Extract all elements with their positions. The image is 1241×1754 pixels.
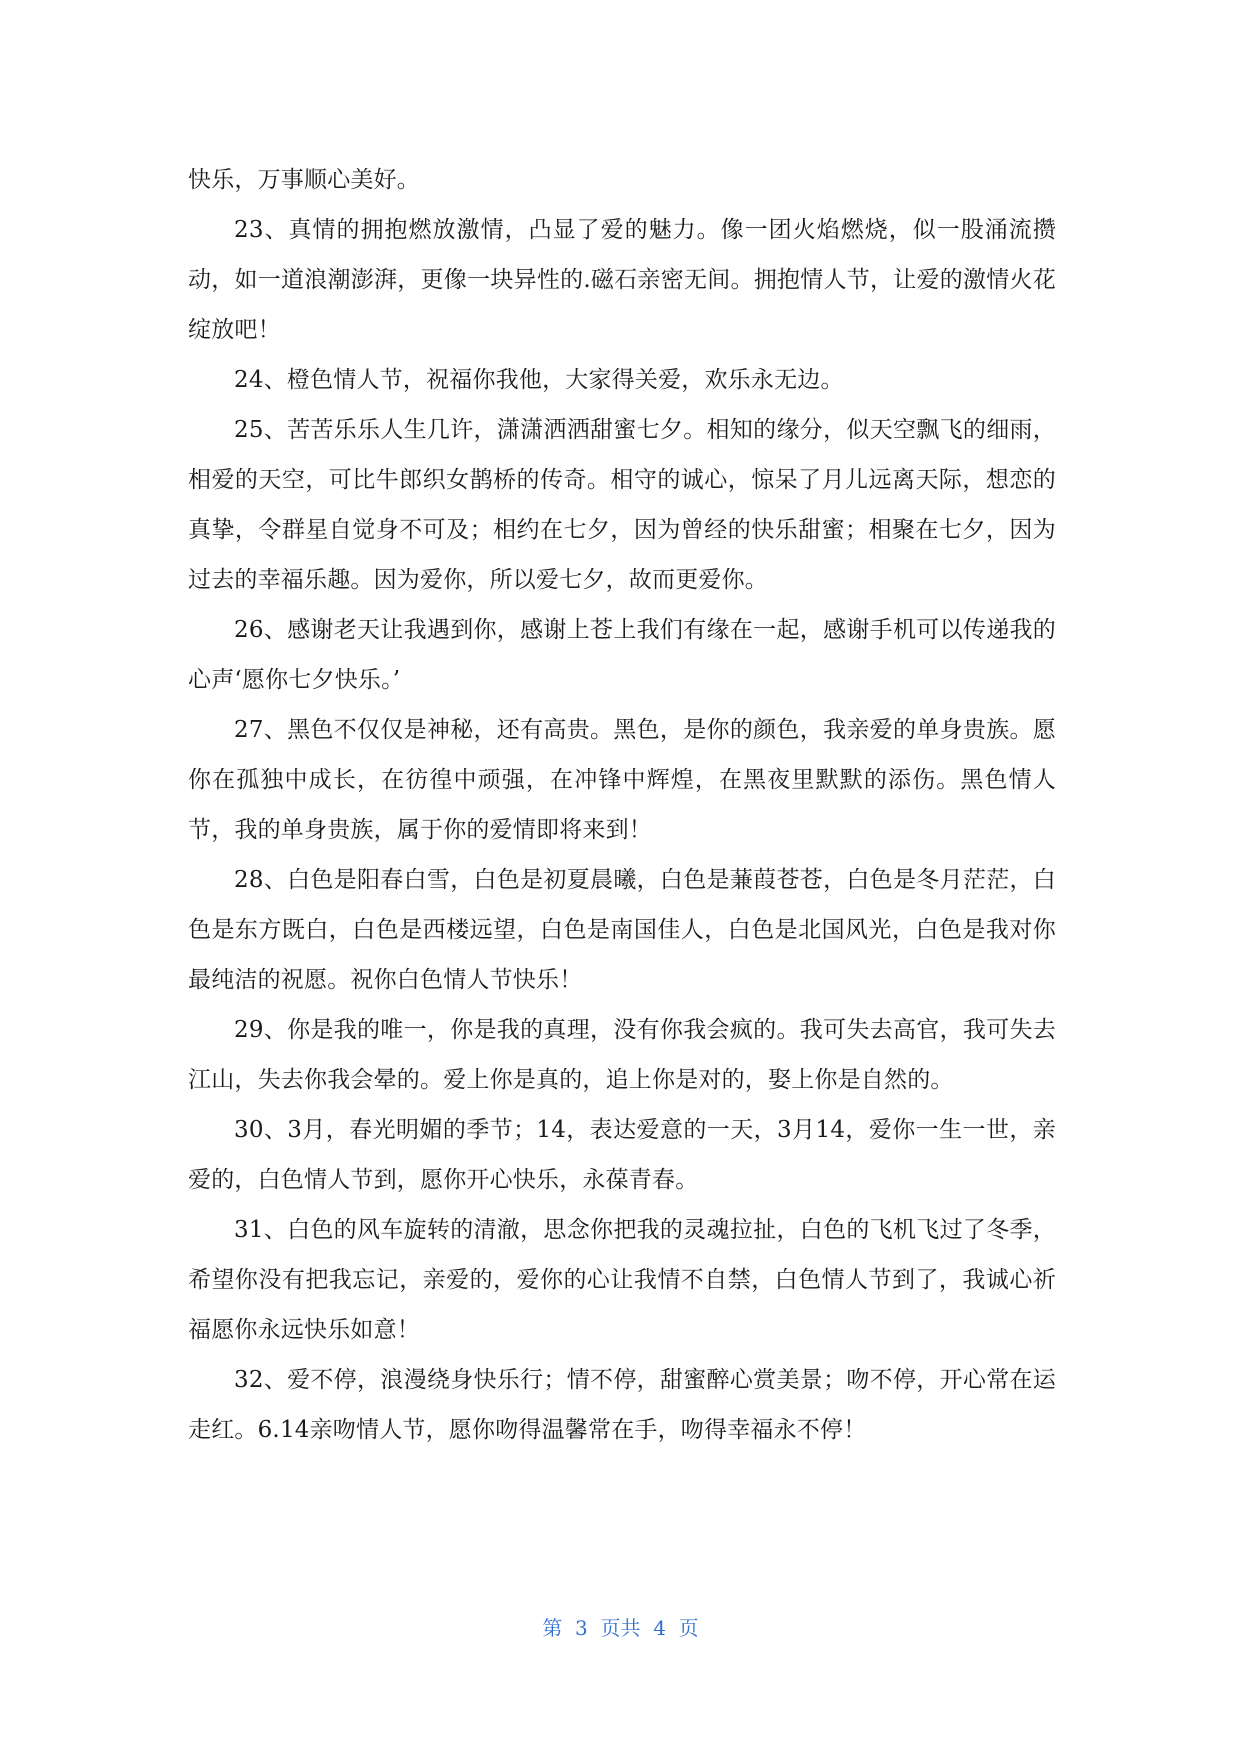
paragraph-25: 25、苦苦乐乐人生几许，潇潇洒洒甜蜜七夕。相知的缘分，似天空飘飞的细雨，相爱的天空，可比牛郎织女鹊桥的传奇。相守的诚心，惊呆了月儿远离天际，想恋的真挚，令群星自觉身不可及；相约在七夕，因为曾经的快乐甜蜜；相聚在七夕，因为过去的幸福乐趣。因为爱你，所以爱七夕，故而更爱你。 <box>188 417 1056 593</box>
paragraph-28: 28、白色是阳春白雪，白色是初夏晨曦，白色是蒹葭苍苍，白色是冬月茫茫，白色是东方既白，白色是西楼远望，白色是南国佳人，白色是北国风光，白色是我对你最纯洁的祝愿。祝你白色情人节快乐！ <box>188 867 1056 993</box>
page-number-footer: 第 3 页共 4 页 <box>542 1616 699 1640</box>
paragraph-32: 32、爱不停，浪漫绕身快乐行；情不停，甜蜜醉心赏美景；吻不停，开心常在运走红。6.14亲吻情人节，愿你吻得温馨常在手，吻得幸福永不停！ <box>188 1367 1056 1443</box>
paragraph-26: 26、感谢老天让我遇到你，感谢上苍上我们有缘在一起，感谢手机可以传递我的心声‘愿你七夕快乐。’ <box>188 617 1056 693</box>
paragraph-29: 29、你是我的唯一，你是我的真理，没有你我会疯的。我可失去高官，我可失去江山，失去你我会晕的。爱上你是真的，追上你是对的，娶上你是自然的。 <box>188 1017 1056 1093</box>
paragraph-continuation: 快乐，万事顺心美好。 <box>188 167 420 193</box>
paragraph-31: 31、白色的风车旋转的清澈，思念你把我的灵魂拉扯，白色的飞机飞过了冬季，希望你没有把我忘记，亲爱的，爱你的心让我情不自禁，白色情人节到了，我诚心祈福愿你永远快乐如意！ <box>188 1217 1056 1343</box>
paragraph-24: 24、橙色情人节，祝福你我他，大家得关爱，欢乐永无边。 <box>234 367 844 393</box>
paragraph-23: 23、真情的拥抱燃放激情，凸显了爱的魅力。像一团火焰燃烧，似一股涌流攒动，如一道浪潮澎湃，更像一块异性的.磁石亲密无间。拥抱情人节，让爱的激情火花绽放吧！ <box>188 217 1056 343</box>
document-body <box>188 155 1056 1455</box>
paragraph-27: 27、黑色不仅仅是神秘，还有高贵。黑色，是你的颜色，我亲爱的单身贵族。愿你在孤独中成长，在彷徨中顽强，在冲锋中辉煌，在黑夜里默默的添伤。黑色情人节，我的单身贵族，属于你的爱情即将来到！ <box>188 717 1056 843</box>
paragraph-30: 30、3月，春光明媚的季节；14，表达爱意的一天，3月14，爱你一生一世，亲爱的，白色情人节到，愿你开心快乐，永葆青春。 <box>188 1117 1056 1193</box>
